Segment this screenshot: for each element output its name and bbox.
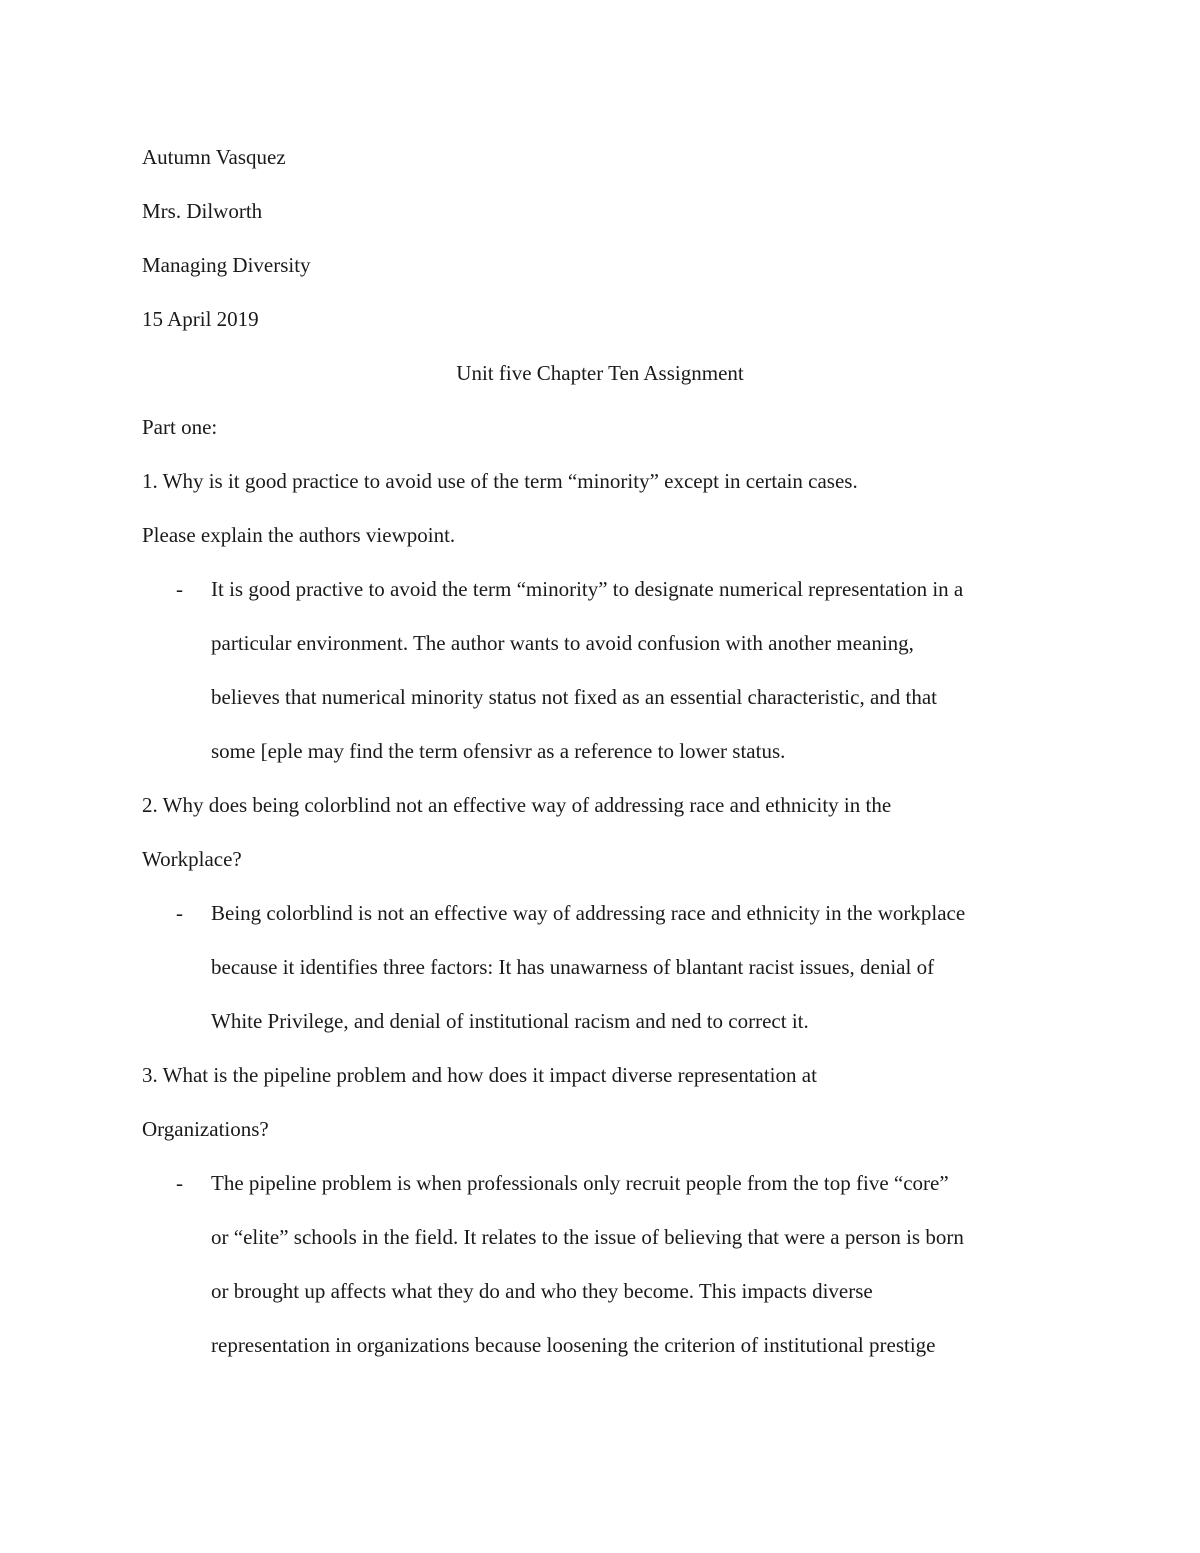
course-name: Managing Diversity: [142, 253, 311, 277]
answer-3-bullet: -: [176, 1171, 183, 1195]
answer-1-line-2: particular environment. The author wants to avoid confusion with another meaning,: [211, 631, 914, 655]
question-2-line-2: Workplace?: [142, 847, 242, 871]
answer-3-line-4: representation in organizations because loosening the criterion of institutional prestige: [211, 1333, 936, 1357]
question-1-line-1: 1. Why is it good practice to avoid use of the term “minority” except in certain cases.: [142, 469, 858, 493]
question-1-line-2: Please explain the authors viewpoint.: [142, 523, 456, 547]
question-3-line-1: 3. What is the pipeline problem and how does it impact diverse representation at: [142, 1063, 817, 1087]
answer-1-line-1: It is good practive to avoid the term “minority” to designate numerical representation in a: [211, 577, 964, 601]
question-3-line-2: Organizations?: [142, 1117, 269, 1141]
answer-1-line-4: some [eple may find the term ofensivr as a reference to lower status.: [211, 739, 786, 763]
answer-1-bullet: -: [176, 577, 183, 601]
answer-2-line-2: because it identifies three factors: It has unawarness of blantant racist issues, denial of: [211, 955, 935, 979]
answer-2-bullet: -: [176, 901, 183, 925]
answer-2-line-1: Being colorblind is not an effective way of addressing race and ethnicity in the workplace: [211, 901, 966, 925]
instructor-name: Mrs. Dilworth: [142, 199, 263, 223]
question-2-line-1: 2. Why does being colorblind not an effective way of addressing race and ethnicity in the: [142, 793, 892, 817]
document-title: Unit five Chapter Ten Assignment: [456, 361, 744, 385]
answer-3-line-3: or brought up affects what they do and who they become. This impacts diverse: [211, 1279, 873, 1303]
part-label: Part one:: [142, 415, 218, 439]
answer-3-line-1: The pipeline problem is when professionals only recruit people from the top five “core”: [211, 1171, 949, 1195]
answer-3-line-2: or “elite” schools in the field. It relates to the issue of believing that were a person is born: [211, 1225, 964, 1249]
answer-2-line-3: White Privilege, and denial of institutional racism and ned to correct it.: [211, 1009, 809, 1033]
student-name: Autumn Vasquez: [142, 145, 286, 169]
assignment-date: 15 April 2019: [142, 307, 259, 331]
answer-1-line-3: believes that numerical minority status not fixed as an essential characteristic, and that: [211, 685, 938, 709]
